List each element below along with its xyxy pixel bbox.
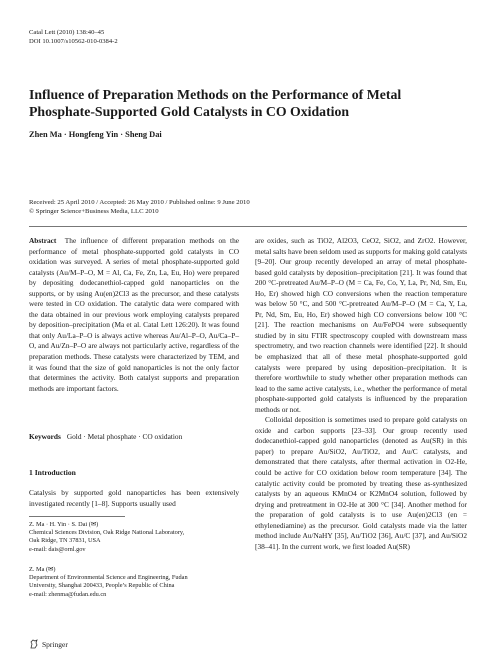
paper-title: Influence of Preparation Methods on the Performance of Metal Phosphate-Supported Gold Catalysts in CO Oxidation (29, 87, 402, 119)
affiliation-2-line: Z. Ma (✉) (29, 566, 56, 573)
keywords-text: Gold · Metal phosphate · CO oxidation (66, 432, 183, 441)
affiliation-2-email[interactable]: e-mail: zhenma@fudan.edu.cn (29, 590, 107, 598)
publication-dates (29, 198, 250, 216)
springer-horse-icon (29, 639, 39, 649)
affiliation-1-line: Z. Ma · H. Yin · S. Dai (✉) (29, 521, 99, 528)
keywords (29, 432, 239, 441)
divider (29, 226, 467, 227)
publisher-name: Springer (42, 639, 68, 649)
affiliation-2-line: Department of Environmental Science and Engineering, Fudan (29, 574, 188, 582)
abstract-label: Abstract (29, 236, 57, 245)
right-column-body (255, 236, 467, 552)
affiliation-1-email[interactable]: e-mail: dais@ornl.gov (29, 545, 86, 553)
journal-header (29, 28, 118, 46)
publisher-footer (29, 639, 68, 649)
body-paragraph-1: are oxides, such as TiO2, Al2O3, CeO2, SiO2, and ZrO2. However, metal salts have been seldom used as supports for making gold catalysts [9–20]. Our group recently developed an array of metal phosphate-based gold catalysts by deposition–precipitation [21]. It was found that 200 °C-pretreated Au/M–P–O (M = Ca, Fe, Co, Y, La, Pr, Nd, Sm, Eu, Ho, Er) showed high CO conversions when the reaction temperature was below 50 °C, and 500 °C-pretreated Au/M–P–O (M = Ca, Y, La, Pr, Nd, Sm, Eu, Ho, Er) showed high CO conversions below 100 °C [21]. The reaction mechanisms on Au/FePO4 were subsequently studied by in situ FTIR spectroscopy coupled with downstream mass spectrometry, and two reaction channels were identified [22]. It should be emphasized that all of these metal phosphate-supported gold catalysts were prepared by using deposition–precipitation. It is therefore worthwhile to study whether other preparation methods can lead to the same active catalysts, i.e., whether the performance of metal phosphate-supported gold catalysts is influenced by the preparation methods or not. (255, 236, 467, 414)
affiliation-1-line: Chemical Sciences Division, Oak Ridge National Laboratory, (29, 529, 185, 537)
author-list: Zhen Ma · Hongfeng Yin · Sheng Dai (29, 130, 162, 139)
body-paragraph-2: Colloidal deposition is sometimes used to prepare gold catalysts on oxide and carbon supports [23–33]. Our group recently used dodecanethiol-capped gold nanoparticles (denoted as Au(SR) in this paper) to prepare Au/SiO2, Au/TiO2, and Au/C catalysts, and demonstrated that there catalysts, after thermal activation in O2-He, could be active for CO oxidation below room temperature [34]. The catalytic activity could be promoted by treating these as-synthesized catalysts by an aqueous KMnO4 or K2MnO4 solution, followed by drying and pretreatment in O2-He at 300 °C [34]. Another method for the preparation of gold catalysts is to use Au(en)2Cl3 (en = ethylenediamine) as the precursor. Gold catalysts made via the latter method include Au/NaHY [35], Au/TiO2 [36], Au/C [37], and Au/SiO2 [38–41]. In the current work, we first loaded Au(SR) (255, 415, 467, 551)
section-heading-introduction: 1 Introduction (29, 468, 76, 477)
journal-citation: Catal Lett (2010) 138:40–45 (29, 29, 105, 36)
doi: DOI 10.1007/s10562-010-0384-2 (29, 38, 118, 45)
keywords-label: Keywords (29, 432, 61, 441)
introduction-text: Catalysis by supported gold nanoparticles has been extensively investigated recently [1–8]. Supports usually used (29, 488, 239, 508)
affiliation-1-line: Oak Ridge, TN 37831, USA (29, 537, 101, 545)
abstract-text: The influence of different preparation methods on the performance of metal phosphate-supported gold catalysts in CO oxidation was surveyed. A series of metal phosphate-supported gold catalysts (Au/M–P–O, M = Al, Ca, Fe, Zn, La, Eu, Ho) were prepared by depositing dodecanethiol-capped gold nanoparticles on the supports, or by using Au(en)2Cl3 as the precursor, and these catalysts were tested in CO oxidation. The catalytic data were compared with the data obtained in our previous work employing catalysts prepared by deposition–precipitation (Ma et al. Catal Lett 126:20). It was found that only Au/La–P–O is always active whereas Au/Al–P–O, Au/Ca–P–O, and Au/Zn–P–O are always not particularly active, regardless of the preparation methods. These catalysts were characterized by TEM, and it was found that the size of gold nanoparticles is not the only factor that determines the activity. Both catalyst supports and preparation methods are important factors. (29, 236, 239, 393)
affiliation-2-line: University, Shanghai 200433, People’s Republic of China (29, 582, 175, 590)
received-line: Received: 25 April 2010 / Accepted: 26 May 2010 / Published online: 9 June 2010 (29, 199, 250, 206)
affiliation-1 (29, 521, 243, 554)
copyright-line: © Springer Science+Business Media, LLC 2010 (29, 208, 159, 215)
affiliation-2 (29, 566, 243, 599)
footnote-divider (29, 516, 125, 517)
abstract (29, 236, 239, 394)
